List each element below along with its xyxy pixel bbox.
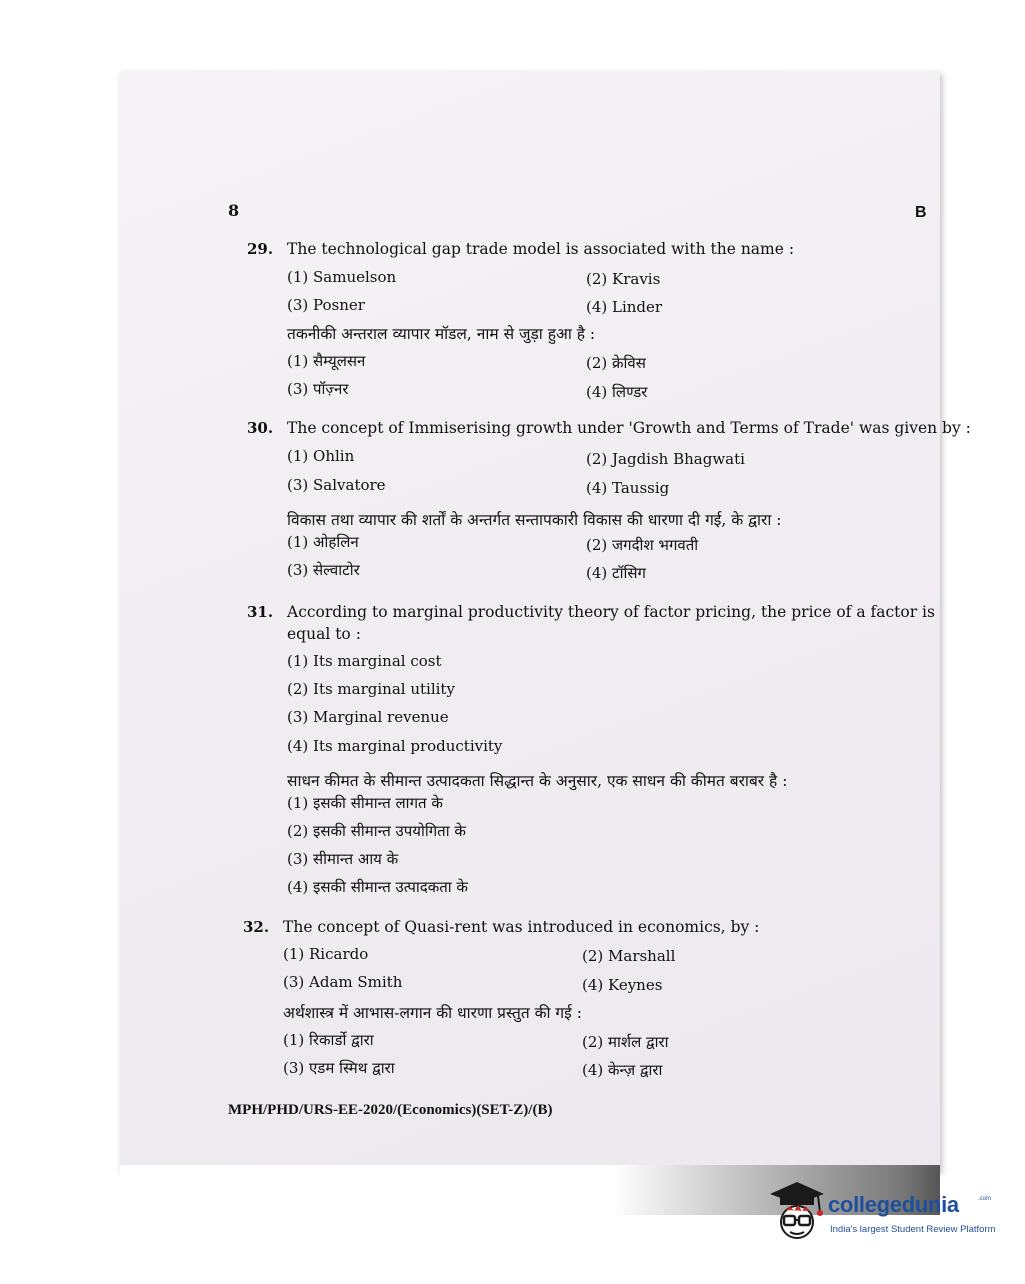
option-2-hindi: (2) क्रेविस (586, 354, 646, 372)
page-number: 8 (228, 201, 240, 220)
option-4: (4) Its marginal productivity (287, 737, 503, 755)
question-text-hindi: तकनीकी अन्तराल व्यापार मॉडल, नाम से जुड़ा हुआ है : (287, 325, 596, 343)
question-number: 29. (247, 240, 274, 258)
question-text-hindi: अर्थशास्त्र में आभास-लगान की धारणा प्रस्तुत की गई : (283, 1004, 582, 1022)
option-3-hindi: (3) सीमान्त आय के (287, 850, 399, 868)
option-1: (1) Samuelson (287, 268, 397, 286)
option-4-hindi: (4) केन्ज़ द्वारा (582, 1061, 663, 1079)
option-1-hindi: (1) सैम्यूलसन (287, 352, 366, 370)
question-text-line2: equal to : (287, 625, 361, 643)
option-4: (4) Linder (586, 298, 663, 316)
mascot-icon (768, 1180, 826, 1248)
option-2: (2) Its marginal utility (287, 680, 455, 698)
option-3: (3) Salvatore (287, 476, 386, 494)
brand-tagline: India's largest Student Review Platform (830, 1224, 996, 1235)
option-3-hindi: (3) पॉज़्नर (287, 380, 349, 398)
option-4-hindi: (4) टॉसिग (586, 564, 646, 582)
question-text-hindi: साधन कीमत के सीमान्त उत्पादकता सिद्धान्त के अनुसार, एक साधन की कीमत बराबर है : (287, 772, 788, 790)
option-1-hindi: (1) इसकी सीमान्त लागत के (287, 794, 443, 812)
paper-code-footer: MPH/PHD/URS-EE-2020/(Economics)(SET-Z)/(B) (228, 1102, 553, 1118)
option-4: (4) Taussig (586, 479, 670, 497)
option-3: (3) Marginal revenue (287, 708, 449, 726)
option-3-hindi: (3) एडम स्मिथ द्वारा (283, 1059, 395, 1077)
option-2-hindi: (2) इसकी सीमान्त उपयोगिता के (287, 822, 466, 840)
option-4-hindi: (4) लिण्डर (586, 383, 648, 401)
question-number: 30. (247, 419, 274, 437)
option-2-hindi: (2) मार्शल द्वारा (582, 1033, 669, 1051)
question-text-hindi: विकास तथा व्यापार की शर्तों के अन्तर्गत सन्तापकारी विकास की धारणा दी गई, के द्वारा : (287, 511, 782, 529)
set-label: B (915, 204, 927, 221)
question-text: The concept of Quasi-rent was introduced in economics, by : (283, 918, 760, 936)
option-4-hindi: (4) इसकी सीमान्त उत्पादकता के (287, 878, 468, 896)
question-text: The concept of Immiserising growth under 'Growth and Terms of Trade' was given by : (287, 419, 971, 437)
option-2: (2) Kravis (586, 270, 661, 288)
question-text-line1: According to marginal productivity theory of factor pricing, the price of a factor is (287, 603, 935, 621)
question-text: The technological gap trade model is associated with the name : (287, 240, 795, 258)
option-3: (3) Posner (287, 296, 365, 314)
option-3-hindi: (3) सेल्वाटोर (287, 561, 360, 579)
question-number: 32. (243, 918, 270, 936)
option-2: (2) Marshall (582, 947, 676, 965)
collegedunia-logo (768, 1180, 998, 1250)
option-2: (2) Jagdish Bhagwati (586, 450, 745, 468)
option-1-hindi: (1) रिकार्डो द्वारा (283, 1031, 374, 1049)
option-1: (1) Its marginal cost (287, 652, 442, 670)
option-1: (1) Ricardo (283, 945, 369, 963)
question-number: 31. (247, 603, 274, 621)
option-1: (1) Ohlin (287, 447, 355, 465)
option-4: (4) Keynes (582, 976, 663, 994)
option-3: (3) Adam Smith (283, 973, 403, 991)
brand-domain: .com (978, 1196, 992, 1202)
option-2-hindi: (2) जगदीश भगवती (586, 536, 699, 554)
brand-name: collegedunia (828, 1192, 959, 1217)
option-1-hindi: (1) ओहलिन (287, 533, 359, 551)
